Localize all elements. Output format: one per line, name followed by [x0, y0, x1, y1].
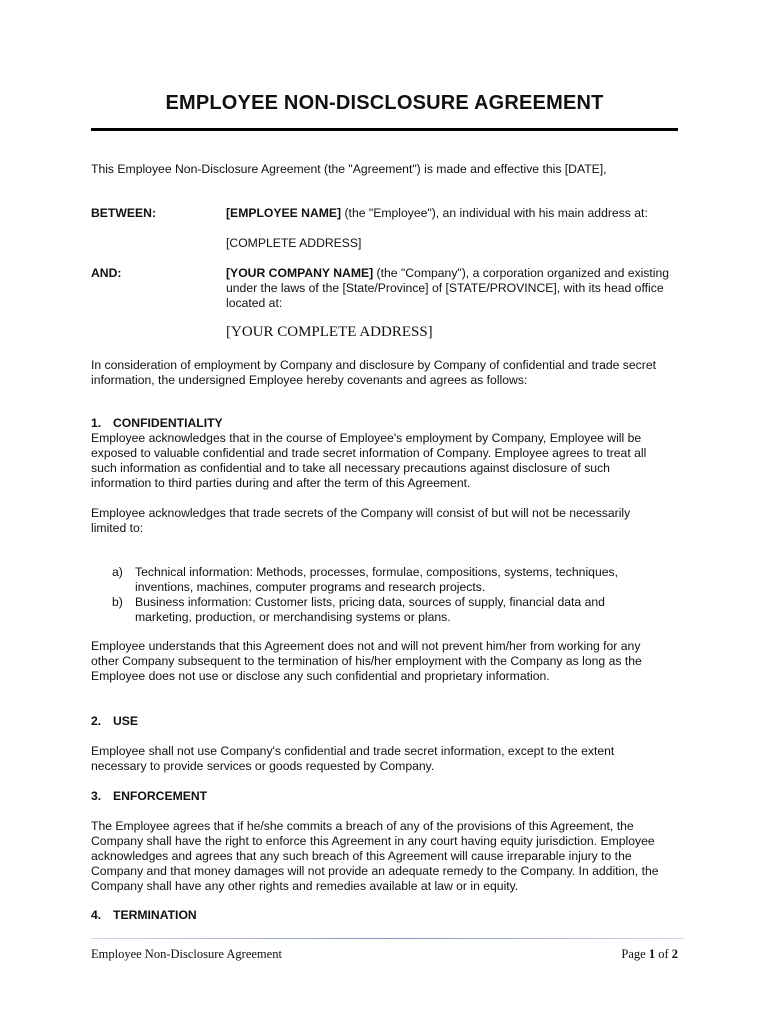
- paragraph-line: Company and that money damages will not provide an adequate remedy to the Company. In addition, the: [91, 864, 659, 878]
- section-number: 4.: [91, 908, 102, 922]
- list-item-line: Technical information: Methods, processes, formulae, compositions, systems, techniques,: [135, 565, 618, 579]
- confidentiality-paragraph-1: [91, 431, 681, 491]
- paragraph-line: such information as confidential and to take all necessary precautions against disclosure of such: [91, 461, 610, 475]
- employee-name-placeholder: [EMPLOYEE NAME]: [226, 206, 342, 220]
- list-item-line: inventions, machines, computer programs and research projects.: [135, 580, 486, 594]
- section-title: CONFIDENTIALITY: [113, 416, 223, 430]
- footer-document-title: Employee Non-Disclosure Agreement: [91, 947, 282, 961]
- list-marker: a): [112, 565, 123, 579]
- between-party-text: (the "Employee"), an individual with his main address at:: [341, 206, 648, 220]
- total-page-number: 2: [671, 947, 678, 961]
- paragraph-line: In consideration of employment by Company and disclosure by Company of confidential and trade secret: [91, 358, 656, 372]
- intro-paragraph: This Employee Non-Disclosure Agreement (the "Agreement") is made and effective this [DATE],: [91, 162, 607, 176]
- paragraph-line: The Employee agrees that if he/she commits a breach of any of the provisions of this Agreement, the: [91, 819, 634, 833]
- confidentiality-paragraph-2: [91, 506, 681, 536]
- list-item: [112, 565, 672, 595]
- paragraph-line: Employee does not use or disclose any such confidential and proprietary information.: [91, 669, 550, 683]
- paragraph-line: Company shall have any other rights and remedies available at law or in equity.: [91, 879, 519, 893]
- enforcement-paragraph: [91, 819, 681, 894]
- and-party: [226, 266, 686, 311]
- between-label: BETWEEN:: [91, 206, 156, 220]
- section-heading-enforcement: [91, 789, 207, 803]
- section-title: ENFORCEMENT: [113, 789, 208, 803]
- paragraph-line: necessary to provide services or goods requested by Company.: [91, 759, 435, 773]
- paragraph-line: limited to:: [91, 521, 144, 535]
- paragraph-line: Employee acknowledges that in the course of Employee's employment by Company, Employee will be: [91, 431, 642, 445]
- list-item-line: marketing, production, or merchandising systems or plans.: [135, 610, 451, 624]
- current-page-number: 1: [648, 947, 656, 961]
- title-divider: [91, 128, 678, 131]
- list-item: [112, 595, 672, 625]
- and-party-text-line1: (the "Company"), a corporation organized and existing: [373, 266, 670, 280]
- section-heading-use: [91, 714, 138, 728]
- paragraph-line: Employee acknowledges that trade secrets of the Company will consist of but will not be necessarily: [91, 506, 631, 520]
- section-title: TERMINATION: [113, 908, 197, 922]
- paragraph-line: exposed to valuable confidential and trade secret information of Company. Employee agrees to treat all: [91, 446, 647, 460]
- between-party: [226, 206, 686, 221]
- and-label: AND:: [91, 266, 122, 280]
- document-title: EMPLOYEE NON-DISCLOSURE AGREEMENT: [165, 92, 604, 114]
- employee-address-placeholder: [COMPLETE ADDRESS]: [226, 236, 362, 250]
- company-name-placeholder: [YOUR COMPANY NAME]: [226, 266, 374, 280]
- section-heading-termination: [91, 908, 197, 922]
- use-paragraph: [91, 744, 681, 774]
- and-party-text-line2: under the laws of the [State/Province] of [STATE/PROVINCE], with its head office: [226, 281, 664, 295]
- consideration-paragraph: [91, 358, 681, 388]
- paragraph-line: acknowledges and agrees that any such breach of this Agreement will cause irreparable injury to the: [91, 849, 632, 863]
- paragraph-line: other Company subsequent to the termination of his/her employment with the Company as long as the: [91, 654, 642, 668]
- company-address-placeholder: [YOUR COMPLETE ADDRESS]: [226, 324, 433, 340]
- section-title: USE: [113, 714, 139, 728]
- page-word: Page: [621, 947, 649, 961]
- footer-divider: [91, 938, 684, 939]
- list-marker: b): [112, 595, 123, 609]
- confidentiality-paragraph-3: [91, 639, 681, 684]
- paragraph-line: information, the undersigned Employee hereby covenants and agrees as follows:: [91, 373, 528, 387]
- paragraph-line: information to third parties during and after the term of this Agreement.: [91, 476, 471, 490]
- paragraph-line: Company shall have the right to enforce this Agreement in any court having equity jurisdiction. Employee: [91, 834, 655, 848]
- section-number: 2.: [91, 714, 102, 728]
- section-number: 1.: [91, 416, 102, 430]
- and-party-text-line3: located at:: [226, 296, 283, 310]
- section-number: 3.: [91, 789, 102, 803]
- of-word: of: [655, 947, 672, 961]
- section-heading-confidentiality: [91, 416, 223, 430]
- list-item-line: Business information: Customer lists, pricing data, sources of supply, financial data and: [135, 595, 605, 609]
- paragraph-line: Employee understands that this Agreement does not and will not prevent him/her from working for any: [91, 639, 641, 653]
- page-indicator: [621, 947, 678, 962]
- paragraph-line: Employee shall not use Company's confidential and trade secret information, except to the extent: [91, 744, 615, 758]
